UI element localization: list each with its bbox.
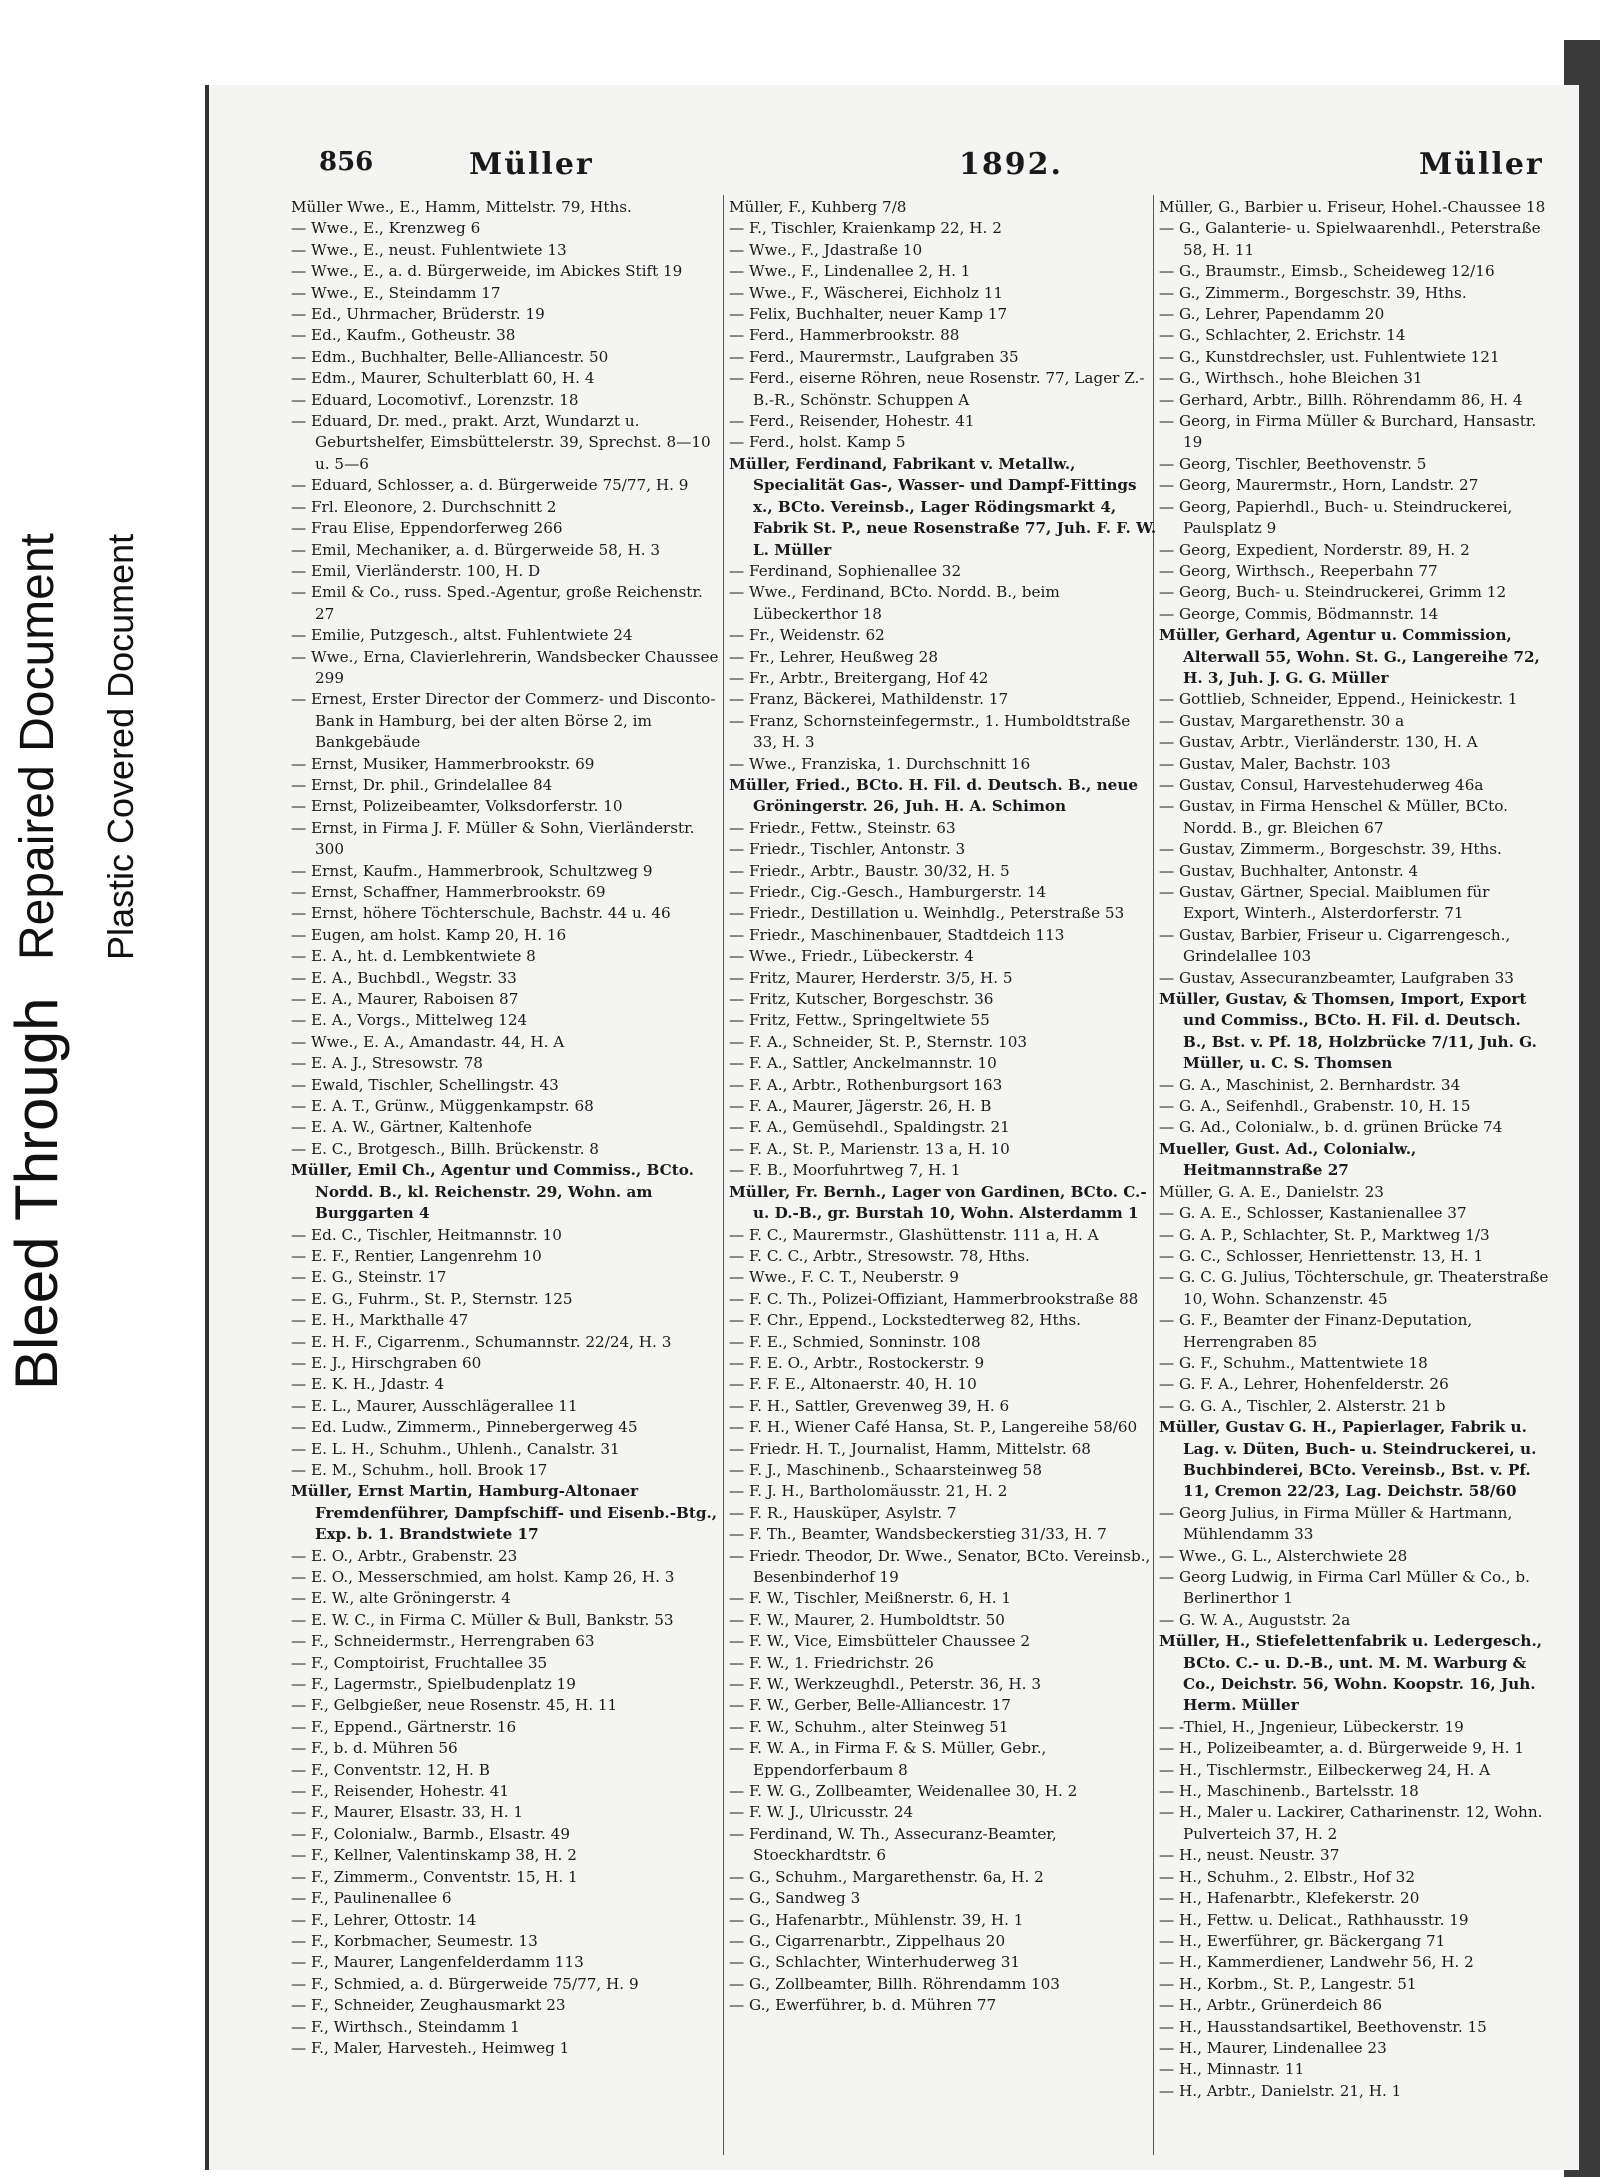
- directory-entry: — Ed. C., Tischler, Heitmannstr. 10: [291, 1225, 562, 1244]
- directory-entry: — F. W., Gerber, Belle-Alliancestr. 17: [729, 1696, 1011, 1715]
- directory-entry: — Fr., Lehrer, Heußweg 28: [729, 647, 938, 666]
- directory-entry: Müller, Emil Ch., Agentur und Commiss., BCto. Nordd. B., kl. Reichenstr. 29, Wohn. am Burggarten 4: [291, 1161, 694, 1223]
- directory-entry: — H., Tischlermstr., Eilbeckerweg 24, H. A: [1159, 1760, 1491, 1779]
- directory-entry: — G. C. G. Julius, Töchterschule, gr. Theaterstraße 10, Wohn. Schanzenstr. 45: [1159, 1268, 1549, 1308]
- directory-entry: — H., Arbtr., Danielstr. 21, H. 1: [1159, 2081, 1402, 2100]
- directory-entry: — F. H., Wiener Café Hansa, St. P., Langereihe 58/60: [729, 1418, 1138, 1437]
- directory-entry: — G., Sandweg 3: [729, 1889, 861, 1908]
- right-running-title: Müller: [1419, 147, 1544, 182]
- directory-entry: — Gerhard, Arbtr., Billh. Röhrendamm 86, H. 4: [1159, 390, 1523, 409]
- directory-entry: — F. J., Maschinenb., Schaarsteinweg 58: [729, 1460, 1042, 1479]
- directory-entry: — Fritz, Fettw., Springeltwiete 55: [729, 1011, 990, 1030]
- plastic-covered-label: Plastic Covered Document: [100, 533, 141, 960]
- directory-entry: — G. G. A., Tischler, 2. Alsterstr. 21 b: [1159, 1396, 1446, 1415]
- column-1: [291, 197, 721, 2059]
- directory-entry: — Wwe., G. L., Alsterchwiete 28: [1159, 1546, 1408, 1565]
- directory-entry: — F. W., Tischler, Meißnerstr. 6, H. 1: [729, 1589, 1012, 1608]
- directory-entry: — G., Zimmerm., Borgeschstr. 39, Hths.: [1159, 283, 1467, 302]
- directory-entry: — F. R., Hausküper, Asylstr. 7: [729, 1503, 957, 1522]
- directory-entry: — E. G., Steinstr. 17: [291, 1268, 447, 1287]
- directory-entry: — F. W. J., Ulricusstr. 24: [729, 1803, 914, 1822]
- directory-entry: — G. A., Maschinist, 2. Bernhardstr. 34: [1159, 1075, 1461, 1094]
- directory-entry: — Georg, Expedient, Norderstr. 89, H. 2: [1159, 540, 1470, 559]
- directory-entry: — Friedr. H. T., Journalist, Hamm, Mittelstr. 68: [729, 1439, 1091, 1458]
- directory-entry: — H., Fettw. u. Delicat., Rathhausstr. 19: [1159, 1910, 1469, 1929]
- year-heading: 1892.: [959, 147, 1063, 182]
- directory-entry: — F. C. C., Arbtr., Stresowstr. 78, Hths.: [729, 1246, 1030, 1265]
- directory-entry: — Edm., Buchhalter, Belle-Alliancestr. 50: [291, 347, 609, 366]
- directory-entry: — E. W. C., in Firma C. Müller & Bull, Bankstr. 53: [291, 1610, 674, 1629]
- directory-entry: Müller, Gustav, & Thomsen, Import, Export und Commiss., BCto. H. Fil. d. Deutsch. B., Bst. v. Pf. 18, Holzbrücke 7/11, Juh. G. Müller, u. C. S. Thomsen: [1159, 990, 1537, 1073]
- directory-entry: — Fr., Weidenstr. 62: [729, 626, 885, 645]
- directory-entry: — H., Maler u. Lackirer, Catharinenstr. 12, Wohn. Pulverteich 37, H. 2: [1159, 1803, 1543, 1843]
- directory-entry: — F., Zimmerm., Conventstr. 15, H. 1: [291, 1867, 578, 1886]
- directory-entry: — Wwe., Franziska, 1. Durchschnitt 16: [729, 754, 1031, 773]
- directory-entry: — G. C., Schlosser, Henriettenstr. 13, H. 1: [1159, 1246, 1484, 1265]
- directory-entry: — H., Maschinenb., Bartelsstr. 18: [1159, 1782, 1419, 1801]
- directory-entry: — E. A. W., Gärtner, Kaltenhofe: [291, 1118, 533, 1137]
- directory-entry: — Georg, Tischler, Beethovenstr. 5: [1159, 454, 1427, 473]
- directory-entry: — Ernst, Polizeibeamter, Volksdorferstr. 10: [291, 797, 623, 816]
- directory-entry: — F. W. G., Zollbeamter, Weidenallee 30, H. 2: [729, 1782, 1078, 1801]
- directory-entry: — E. A., Buchbdl., Wegstr. 33: [291, 968, 517, 987]
- directory-entry: — G., Ewerführer, b. d. Mühren 77: [729, 1996, 997, 2015]
- directory-entry: — F. W. A., in Firma F. & S. Müller, Gebr., Eppendorferbaum 8: [729, 1739, 1047, 1779]
- margin-labels: [0, 0, 190, 2177]
- directory-entry: — F., Wirthsch., Steindamm 1: [291, 2017, 520, 2036]
- directory-entry: — F., Korbmacher, Seumestr. 13: [291, 1931, 538, 1950]
- directory-entry: — E. A. T., Grünw., Müggenkampstr. 68: [291, 1097, 594, 1116]
- directory-entry: — G. F., Schuhm., Mattentwiete 18: [1159, 1353, 1428, 1372]
- directory-entry: — Gustav, in Firma Henschel & Müller, BCto. Nordd. B., gr. Bleichen 67: [1159, 797, 1508, 837]
- directory-entry: — F. A., Sattler, Anckelmannstr. 10: [729, 1054, 997, 1073]
- directory-entry: — G., Cigarrenarbtr., Zippelhaus 20: [729, 1931, 1006, 1950]
- directory-entry: — Wwe., F., Jdastraße 10: [729, 240, 923, 259]
- directory-entry: Müller, G. A. E., Danielstr. 23: [1159, 1182, 1384, 1201]
- directory-entry: — Gustav, Barbier, Friseur u. Cigarrengesch., Grindelallee 103: [1159, 925, 1511, 966]
- directory-entry: — Ferdinand, Sophienallee 32: [729, 561, 962, 580]
- directory-entry: — Wwe., F., Wäscherei, Eichholz 11: [729, 283, 1004, 302]
- directory-entry: — Ernst, Kaufm., Hammerbrook, Schultzweg 9: [291, 861, 653, 880]
- directory-entry: — E. H. F., Cigarrenm., Schumannstr. 22/24, H. 3: [291, 1332, 672, 1351]
- directory-entry: — F. J. H., Bartholomäusstr. 21, H. 2: [729, 1482, 1008, 1501]
- directory-entry: — Ferd., Maurermstr., Laufgraben 35: [729, 347, 1019, 366]
- directory-entry: — F., Gelbgießer, neue Rosenstr. 45, H. 11: [291, 1696, 618, 1715]
- directory-entry: — Emilie, Putzgesch., altst. Fuhlentwiete 24: [291, 626, 633, 645]
- directory-entry: — E. J., Hirschgraben 60: [291, 1353, 482, 1372]
- directory-entry: — Friedr., Destillation u. Weinhdlg., Peterstraße 53: [729, 904, 1125, 923]
- directory-entry: — G., Wirthsch., hohe Bleichen 31: [1159, 369, 1423, 388]
- directory-entry: — H., Ewerführer, gr. Bäckergang 71: [1159, 1931, 1446, 1950]
- directory-entry: — Georg, Wirthsch., Reeperbahn 77: [1159, 561, 1438, 580]
- directory-entry: — F. A., Schneider, St. P., Sternstr. 103: [729, 1032, 1028, 1051]
- directory-entry: — Wwe., Friedr., Lübeckerstr. 4: [729, 947, 974, 966]
- directory-entry: — F. A., Arbtr., Rothenburgsort 163: [729, 1075, 1003, 1094]
- directory-entry: — Edm., Maurer, Schulterblatt 60, H. 4: [291, 369, 595, 388]
- directory-entry: — F. A., Gemüsehdl., Spaldingstr. 21: [729, 1118, 1010, 1137]
- directory-entry: Müller, Gerhard, Agentur u. Commission, Alterwall 55, Wohn. St. G., Langereihe 72, H. 3, Juh. J. G. G. Müller: [1159, 626, 1540, 687]
- directory-entry: — Ernst, in Firma J. F. Müller & Sohn, Vierländerstr. 300: [291, 818, 695, 859]
- directory-entry: — G. A. E., Schlosser, Kastanienallee 37: [1159, 1204, 1467, 1223]
- directory-entry: — Felix, Buchhalter, neuer Kamp 17: [729, 305, 1008, 324]
- directory-entry: — G. F., Beamter der Finanz-Deputation, Herrengraben 85: [1159, 1311, 1473, 1351]
- directory-entry: — Gustav, Maler, Bachstr. 103: [1159, 754, 1391, 773]
- directory-entry: — G., Lehrer, Papendamm 20: [1159, 305, 1385, 324]
- directory-entry: Müller, G., Barbier u. Friseur, Hohel.-Chaussee 18: [1159, 198, 1546, 216]
- directory-entry: — F., Colonialw., Barmb., Elsastr. 49: [291, 1824, 571, 1843]
- directory-entry: — G. Ad., Colonialw., b. d. grünen Brücke 74: [1159, 1118, 1503, 1137]
- directory-entry: — Franz, Bäckerei, Mathildenstr. 17: [729, 690, 1009, 709]
- directory-entry: — F., Comptoirist, Fruchtallee 35: [291, 1653, 548, 1672]
- directory-entry: — F., Tischler, Kraienkamp 22, H. 2: [729, 219, 1002, 238]
- directory-entry: — G. A., Seifenhdl., Grabenstr. 10, H. 15: [1159, 1097, 1471, 1116]
- directory-entry: — F. E., Schmied, Sonninstr. 108: [729, 1332, 981, 1351]
- directory-entry: — Georg, in Firma Müller & Burchard, Hansastr. 19: [1159, 412, 1537, 452]
- directory-entry: Müller, Fr. Bernh., Lager von Gardinen, BCto. C.- u. D.-B., gr. Burstah 10, Wohn. Alsterdamm 1: [729, 1182, 1147, 1223]
- directory-entry: — F. W., Schuhm., alter Steinweg 51: [729, 1717, 1009, 1736]
- directory-entry: — H., neust. Neustr. 37: [1159, 1846, 1340, 1865]
- directory-entry: — Wwe., E., Steindamm 17: [291, 283, 501, 302]
- directory-entry: — Georg, Papierhdl., Buch- u. Steindruckerei, Paulsplatz 9: [1159, 497, 1513, 538]
- directory-entry: — Gustav, Arbtr., Vierländerstr. 130, H. A: [1159, 733, 1478, 752]
- directory-entry: — G. A. P., Schlachter, St. P., Marktweg 1/3: [1159, 1225, 1490, 1244]
- directory-entry: — G., Hafenarbtr., Mühlenstr. 39, H. 1: [729, 1910, 1024, 1929]
- directory-entry: — Georg Ludwig, in Firma Carl Müller & Co., b. Berlinerthor 1: [1159, 1568, 1530, 1608]
- directory-entry: — F., Conventstr. 12, H. B: [291, 1760, 490, 1779]
- directory-entry: — F., Paulinenallee 6: [291, 1889, 452, 1908]
- directory-entry: — G., Schlachter, 2. Erichstr. 14: [1159, 326, 1406, 345]
- column-2: [729, 197, 1159, 2017]
- directory-entry: — E. G., Fuhrm., St. P., Sternstr. 125: [291, 1289, 573, 1308]
- directory-entry: — F., Kellner, Valentinskamp 38, H. 2: [291, 1846, 577, 1865]
- directory-entry: — F. E. O., Arbtr., Rostockerstr. 9: [729, 1353, 985, 1372]
- directory-entry: — F. Chr., Eppend., Lockstedterweg 82, Hths.: [729, 1311, 1081, 1330]
- directory-entry: — G. F. A., Lehrer, Hohenfelderstr. 26: [1159, 1375, 1449, 1394]
- directory-entry: — Friedr. Theodor, Dr. Wwe., Senator, BCto. Vereinsb., Besenbinderhof 19: [729, 1546, 1151, 1586]
- directory-entry: — F., Schmied, a. d. Bürgerweide 75/77, H. 9: [291, 1974, 639, 1993]
- directory-entry: — Ernest, Erster Director der Commerz- und Disconto-Bank in Hamburg, bei der alten Börse 2, im Bankgebäude: [291, 690, 716, 752]
- directory-entry: — H., Hausstandsartikel, Beethovenstr. 15: [1159, 2017, 1487, 2036]
- directory-entry: — Ed., Kaufm., Gotheustr. 38: [291, 326, 516, 345]
- directory-entry: Müller, Ernst Martin, Hamburg-Altonaer Fremdenführer, Dampfschiff- und Eisenb.-Btg., Exp. b. 1. Brandstwiete 17: [291, 1482, 718, 1544]
- directory-entry: — -Thiel, H., Jngenieur, Lübeckerstr. 19: [1159, 1717, 1464, 1736]
- directory-entry: — G., Schuhm., Margarethenstr. 6a, H. 2: [729, 1867, 1044, 1886]
- directory-entry: Müller, Fried., BCto. H. Fil. d. Deutsch. B., neue Gröningerstr. 26, Juh. H. A. Schimon: [729, 775, 1139, 816]
- directory-entry: — H., Kammerdiener, Landwehr 56, H. 2: [1159, 1953, 1474, 1972]
- directory-entry: Müller Wwe., E., Hamm, Mittelstr. 79, Hths.: [291, 198, 632, 216]
- column-3: [1159, 197, 1549, 2102]
- directory-entry: — Fritz, Maurer, Herderstr. 3/5, H. 5: [729, 968, 1013, 987]
- directory-entry: — Wwe., E., neust. Fuhlentwiete 13: [291, 240, 567, 259]
- directory-entry: — G., Kunstdrechsler, ust. Fuhlentwiete 121: [1159, 347, 1500, 366]
- directory-entry: — Ewald, Tischler, Schellingstr. 43: [291, 1075, 559, 1094]
- directory-entry: — Emil, Vierländerstr. 100, H. D: [291, 561, 541, 580]
- directory-entry: — E. W., alte Gröningerstr. 4: [291, 1589, 511, 1608]
- directory-entry: — E. O., Messerschmied, am holst. Kamp 26, H. 3: [291, 1568, 675, 1586]
- directory-entry: — Ernst, Dr. phil., Grindelallee 84: [291, 775, 553, 794]
- directory-entry: — Eugen, am holst. Kamp 20, H. 16: [291, 925, 567, 944]
- directory-entry: — F., Reisender, Hohestr. 41: [291, 1782, 510, 1801]
- directory-entry: — Fr., Arbtr., Breitergang, Hof 42: [729, 668, 989, 687]
- directory-entry: — F., Schneidermstr., Herrengraben 63: [291, 1632, 595, 1651]
- directory-entry: — F. A., St. P., Marienstr. 13 a, H. 10: [729, 1139, 1010, 1158]
- repaired-document-label: Repaired Document: [11, 533, 64, 960]
- directory-entry: — Wwe., F. C. T., Neuberstr. 9: [729, 1268, 959, 1287]
- directory-entry: — Franz, Schornsteinfegermstr., 1. Humboldtstraße 33, H. 3: [729, 711, 1131, 752]
- directory-entry: — E. F., Rentier, Langenrehm 10: [291, 1246, 542, 1265]
- directory-entry: — Gustav, Margarethenstr. 30 a: [1159, 711, 1405, 730]
- directory-entry: — F., Lagermstr., Spielbudenplatz 19: [291, 1675, 576, 1694]
- directory-entry: — George, Commis, Bödmannstr. 14: [1159, 604, 1439, 623]
- directory-entry: — Gustav, Assecuranzbeamter, Laufgraben 33: [1159, 968, 1514, 987]
- directory-entry: Müller, Gustav G. H., Papierlager, Fabrik u. Lag. v. Düten, Buch- u. Steindruckerei, u. Buchbinderei, BCto. Vereinsb., Bst. v. Pf. 11, Cremon 22/23, Lag. Deichstr. 58/60: [1159, 1418, 1537, 1501]
- directory-entry: — F., Lehrer, Ottostr. 14: [291, 1910, 477, 1929]
- directory-entry: — E. L., Maurer, Ausschlägerallee 11: [291, 1396, 578, 1415]
- directory-entry: — Georg, Maurermstr., Horn, Landstr. 27: [1159, 476, 1479, 495]
- directory-entry: — Gustav, Gärtner, Special. Maiblumen für Export, Winterh., Alsterdorferstr. 71: [1159, 883, 1490, 923]
- directory-entry: — H., Arbtr., Grünerdeich 86: [1159, 1996, 1383, 2015]
- directory-entry: — F., Eppend., Gärtnerstr. 16: [291, 1717, 517, 1736]
- directory-entry: — Ed. Ludw., Zimmerm., Pinnebergerweg 45: [291, 1418, 638, 1437]
- directory-entry: — G. W. A., Auguststr. 2a: [1159, 1610, 1351, 1629]
- directory-entry: — F., Maurer, Langenfelderdamm 113: [291, 1953, 584, 1972]
- directory-entry: — F. C. Th., Polizei-Offiziant, Hammerbrookstraße 88: [729, 1289, 1139, 1308]
- left-running-title: Müller: [469, 147, 594, 182]
- directory-entry: — Friedr., Arbtr., Baustr. 30/32, H. 5: [729, 861, 1010, 880]
- directory-entry: — Emil, Mechaniker, a. d. Bürgerweide 58, H. 3: [291, 540, 661, 559]
- directory-entry: — F. W., Maurer, 2. Humboldtstr. 50: [729, 1610, 1005, 1629]
- page-header: [319, 147, 1559, 187]
- directory-page: [205, 85, 1579, 2170]
- directory-entry: — Wwe., E., a. d. Bürgerweide, im Abickes Stift 19: [291, 262, 683, 281]
- directory-entry: — Wwe., Erna, Clavierlehrerin, Wandsbecker Chaussee 299: [291, 647, 719, 687]
- directory-entry: — H., Polizeibeamter, a. d. Bürgerweide 9, H. 1: [1159, 1739, 1525, 1758]
- directory-entry: — F., b. d. Mühren 56: [291, 1739, 458, 1758]
- directory-entry: — H., Korbm., St. P., Langestr. 51: [1159, 1974, 1417, 1993]
- directory-entry: — Friedr., Fettw., Steinstr. 63: [729, 818, 956, 837]
- directory-entry: — Ernst, höhere Töchterschule, Bachstr. 44 u. 46: [291, 904, 671, 923]
- directory-entry: — Ferd., Hammerbrookstr. 88: [729, 326, 960, 345]
- directory-entry: — E. A. J., Stresowstr. 78: [291, 1054, 483, 1073]
- page-number: 856: [319, 147, 374, 177]
- directory-entry: — F. Th., Beamter, Wandsbeckerstieg 31/33, H. 7: [729, 1525, 1107, 1544]
- directory-entry: — Friedr., Tischler, Antonstr. 3: [729, 840, 966, 859]
- directory-entry: — F., Schneider, Zeughausmarkt 23: [291, 1996, 566, 2015]
- directory-entry: — Ferd., holst. Kamp 5: [729, 433, 906, 452]
- directory-entry: — F. A., Maurer, Jägerstr. 26, H. B: [729, 1097, 992, 1116]
- directory-entry: — E. A., ht. d. Lembkentwiete 8: [291, 947, 536, 966]
- directory-entry: — Ernst, Schaffner, Hammerbrookstr. 69: [291, 883, 606, 901]
- directory-entry: — Wwe., F., Lindenallee 2, H. 1: [729, 262, 971, 281]
- directory-entry: — G., Schlachter, Winterhuderweg 31: [729, 1953, 1021, 1972]
- directory-entry: — E. O., Arbtr., Grabenstr. 23: [291, 1546, 518, 1565]
- directory-entry: — H., Minnastr. 11: [1159, 2060, 1305, 2079]
- directory-entry: — H., Maurer, Lindenallee 23: [1159, 2038, 1387, 2057]
- directory-entry: — Friedr., Maschinenbauer, Stadtdeich 113: [729, 925, 1065, 944]
- directory-entry: — G., Braumstr., Eimsb., Scheideweg 12/16: [1159, 262, 1495, 281]
- directory-entry: — F. B., Moorfuhrtweg 7, H. 1: [729, 1161, 961, 1180]
- directory-entry: — F. W., 1. Friedrichstr. 26: [729, 1653, 934, 1672]
- directory-entry: Müller, H., Stiefelettenfabrik u. Ledergesch., BCto. C.- u. D.-B., unt. M. M. Warburg & Co., Deichstr. 56, Wohn. Koopstr. 16, Juh. Herm. Müller: [1159, 1632, 1543, 1715]
- directory-entry: — Ferdinand, W. Th., Assecuranz-Beamter, Stoeckhardtstr. 6: [729, 1824, 1057, 1865]
- directory-entry: — Ernst, Musiker, Hammerbrookstr. 69: [291, 754, 595, 773]
- directory-entry: — F. W., Vice, Eimsbütteler Chaussee 2: [729, 1632, 1031, 1651]
- directory-entry: — Gustav, Zimmerm., Borgeschstr. 39, Hths.: [1159, 840, 1502, 859]
- directory-entry: — F., Maurer, Elsastr. 33, H. 1: [291, 1803, 524, 1822]
- directory-entry: — E. C., Brotgesch., Billh. Brückenstr. 8: [291, 1139, 599, 1158]
- directory-entry: — H., Hafenarbtr., Klefekerstr. 20: [1159, 1889, 1420, 1908]
- directory-entry: — Eduard, Locomotivf., Lorenzstr. 18: [291, 390, 579, 409]
- directory-entry: — F. F. E., Altonaerstr. 40, H. 10: [729, 1375, 977, 1394]
- directory-entry: — F. H., Sattler, Grevenweg 39, H. 6: [729, 1396, 1010, 1415]
- directory-entry: — H., Schuhm., 2. Elbstr., Hof 32: [1159, 1867, 1415, 1886]
- directory-entry: — F., Maler, Harvesteh., Heimweg 1: [291, 2038, 570, 2057]
- directory-entry: — Friedr., Cig.-Gesch., Hamburgerstr. 14: [729, 883, 1047, 901]
- directory-entry: — G., Galanterie- u. Spielwaarenhdl., Peterstraße 58, H. 11: [1159, 219, 1541, 259]
- directory-entry: — Ferd., Reisender, Hohestr. 41: [729, 412, 975, 431]
- directory-entry: — E. H., Markthalle 47: [291, 1311, 469, 1330]
- directory-entry: — Eduard, Schlosser, a. d. Bürgerweide 75/77, H. 9: [291, 476, 689, 495]
- directory-entry: — E. A., Maurer, Raboisen 87: [291, 990, 519, 1009]
- directory-entry: — E. K. H., Jdastr. 4: [291, 1375, 445, 1394]
- directory-entry: — Gustav, Consul, Harvestehuderweg 46a: [1159, 775, 1484, 794]
- directory-entry: — Georg, Buch- u. Steindruckerei, Grimm 12: [1159, 583, 1507, 602]
- directory-entry: Müller, Ferdinand, Fabrikant v. Metallw., Specialität Gas-, Wasser- und Dampf-Fittings x., BCto. Vereinsb., Lager Rödingsmarkt 4, Fabrik St. P., neue Rosenstraße 77, Juh. F. F. W. L. Müller: [729, 454, 1157, 559]
- directory-entry: — Wwe., E. A., Amandastr. 44, H. A: [291, 1032, 565, 1051]
- directory-entry: — Gustav, Buchhalter, Antonstr. 4: [1159, 861, 1419, 880]
- directory-entry: — E. M., Schuhm., holl. Brook 17: [291, 1460, 548, 1479]
- directory-entry: — Ed., Uhrmacher, Brüderstr. 19: [291, 305, 545, 324]
- directory-entry: Mueller, Gust. Ad., Colonialw., Heitmannstraße 27: [1159, 1139, 1417, 1180]
- directory-entry: — Frau Elise, Eppendorferweg 266: [291, 519, 563, 538]
- directory-entry: — Wwe., E., Krenzweg 6: [291, 219, 481, 238]
- column-divider: [723, 195, 724, 2155]
- directory-entry: — F. C., Maurermstr., Glashüttenstr. 111 a, H. A: [729, 1225, 1099, 1244]
- directory-entry: — Wwe., Ferdinand, BCto. Nordd. B., beim Lübeckerthor 18: [729, 583, 1060, 623]
- directory-entry: — Georg Julius, in Firma Müller & Hartmann, Mühlendamm 33: [1159, 1503, 1513, 1544]
- directory-entry: — Fritz, Kutscher, Borgeschstr. 36: [729, 990, 994, 1009]
- directory-entry: — E. A., Vorgs., Mittelweg 124: [291, 1011, 528, 1030]
- bleed-through-label: Bleed Through: [3, 997, 70, 1390]
- directory-entry: — G., Zollbeamter, Billh. Röhrendamm 103: [729, 1974, 1060, 1993]
- directory-entry: Müller, F., Kuhberg 7/8: [729, 198, 907, 216]
- directory-entry: — Eduard, Dr. med., prakt. Arzt, Wundarzt u. Geburtshelfer, Eimsbüttelerstr. 39, Sprechst. 8—10 u. 5—6: [291, 412, 711, 473]
- directory-entry: — E. L. H., Schuhm., Uhlenh., Canalstr. 31: [291, 1439, 620, 1458]
- directory-entry: — Frl. Eleonore, 2. Durchschnitt 2: [291, 497, 557, 516]
- directory-entry: — Emil & Co., russ. Sped.-Agentur, große Reichenstr. 27: [291, 583, 703, 623]
- directory-entry: — Ferd., eiserne Röhren, neue Rosenstr. 77, Lager Z.-B.-R., Schönstr. Schuppen A: [729, 369, 1145, 409]
- directory-entry: — Gottlieb, Schneider, Eppend., Heinickestr. 1: [1159, 690, 1518, 709]
- directory-entry: — F. W., Werkzeughdl., Peterstr. 36, H. 3: [729, 1675, 1041, 1694]
